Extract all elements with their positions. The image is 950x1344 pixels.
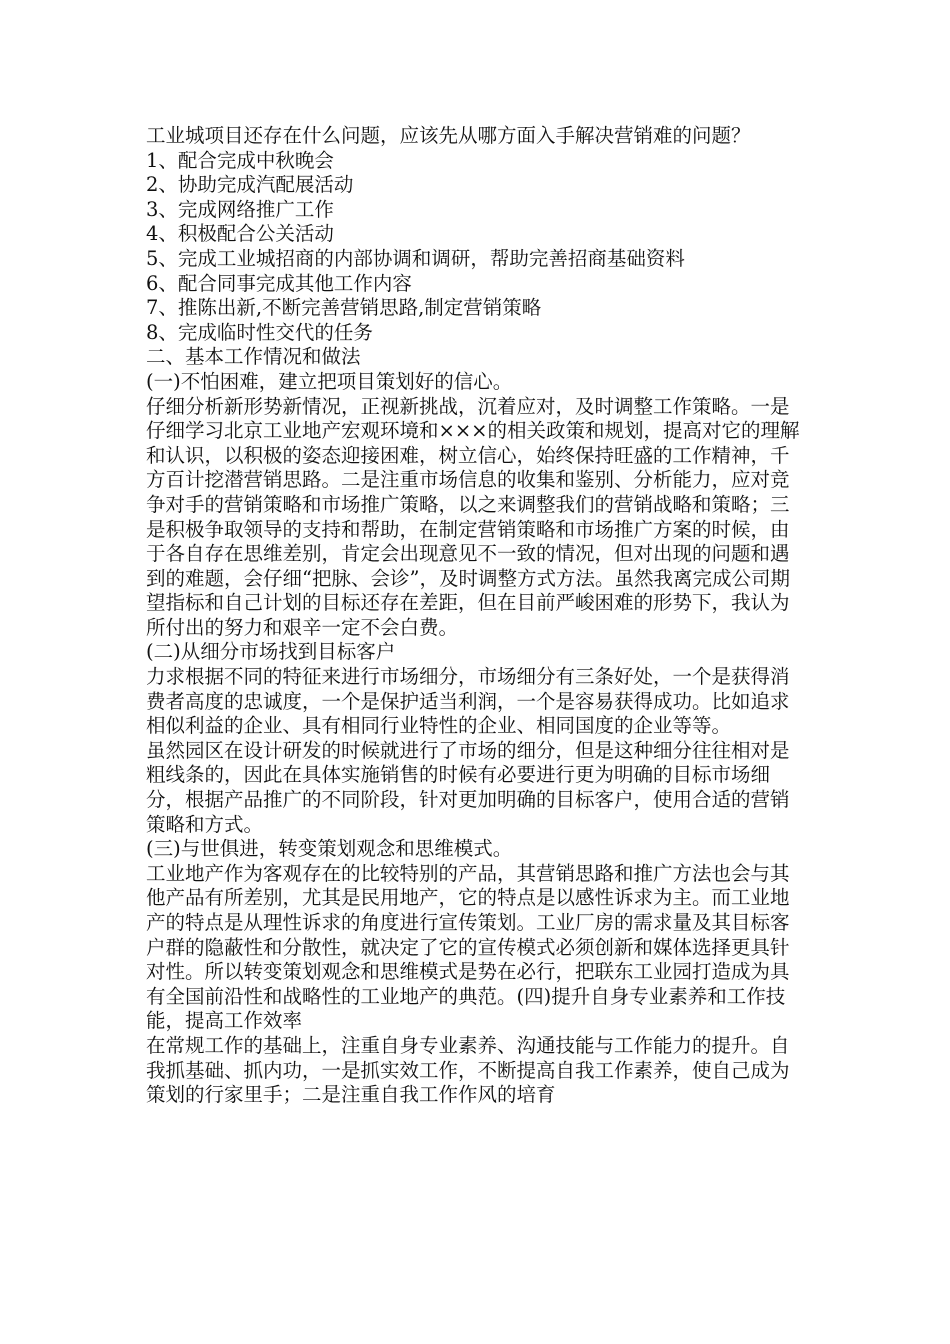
task-item: 8、完成临时性交代的任务 <box>146 320 373 344</box>
document-body <box>146 124 806 1108</box>
paragraph-3: 工业地产作为客观存在的比较特别的产品，其营销思路和推广方法也会与其他产品有所差别，尤其是民用地产，它的特点是以感性诉求为主。而工业地产的特点是从理性诉求的角度进行宣传策划。工业厂房的需求量及其目标客户群的隐蔽性和分散性，就决定了它的宣传模式必须创新和媒体选择更具针对性。所以转变策划观念和思维模式是势在必行，把联东工业园打造成为具有全国前沿性和战略性的工业地产的典范。(四)提升自身专业素养和工作技能，提高工作效率 <box>146 861 790 1033</box>
task-list <box>146 149 806 346</box>
subsection-heading-2: (二)从细分市场找到目标客户 <box>146 640 396 664</box>
paragraph-1: 仔细分析新形势新情况，正视新挑战，沉着应对，及时调整工作策略。一是仔细学习北京工业地产宏观环境和×××的相关政策和规划，提高对它的理解和认识，以积极的姿态迎接困难，树立信心，始终保持旺盛的工作精神，千方百计挖潜营销思路。二是注重市场信息的收集和鉴别、分析能力，应对竞争对手的营销策略和市场推广策略，以之来调整我们的营销战略和策略；三是积极争取领导的支持和帮助，在制定营销策略和市场推广方案的时候，由于各自存在思维差别，肯定会出现意见不一致的情况，但对出现的问题和遇到的难题，会仔细“把脉、会诊”，及时调整方式方法。虽然我离完成公司期望指标和自己计划的目标还存在差距，但在目前严峻困难的形势下，我认为所付出的努力和艰辛一定不会白费。 <box>146 394 800 639</box>
task-item: 2、协助完成汽配展活动 <box>146 173 354 197</box>
task-item: 3、完成网络推广工作 <box>146 197 334 221</box>
task-item: 5、完成工业城招商的内部协调和调研，帮助完善招商基础资料 <box>146 246 685 270</box>
intro-question: 工业城项目还存在什么问题，应该先从哪方面入手解决营销难的问题？ <box>146 124 751 147</box>
paragraph-4: 在常规工作的基础上，注重自身专业素养、沟通技能与工作能力的提升。自我抓基础、抓内功，一是抓实效工作，不断提高自我工作素养，使自己成为策划的行家里手；二是注重自我工作作风的培育 <box>146 1033 790 1107</box>
task-item: 6、配合同事完成其他工作内容 <box>146 271 412 295</box>
task-item: 1、配合完成中秋晚会 <box>146 148 334 172</box>
paragraph-2a: 力求根据不同的特征来进行市场细分，市场细分有三条好处，一个是获得消费者高度的忠诚度，一个是保护适当利润，一个是容易获得成功。比如追求相似利益的企业、具有相同行业特性的企业、相同国度的企业等等。 <box>146 665 790 738</box>
subsection-heading-1: (一)不怕困难，建立把项目策划好的信心。 <box>146 369 513 393</box>
subsection-heading-3: (三)与世俱进，转变策划观念和思维模式。 <box>146 837 513 861</box>
paragraph-2b: 虽然园区在设计研发的时候就进行了市场的细分，但是这种细分往往相对是粗线条的，因此在具体实施销售的时候有必要进行更为明确的目标市场细分，根据产品推广的不同阶段，针对更加明确的目标客户，使用合适的营销策略和方式。 <box>146 738 790 836</box>
section-heading: 二、基本工作情况和做法 <box>146 345 361 369</box>
task-item: 7、推陈出新,不断完善营销思路,制定营销策略 <box>146 296 542 320</box>
task-item: 4、积极配合公关活动 <box>146 222 334 246</box>
